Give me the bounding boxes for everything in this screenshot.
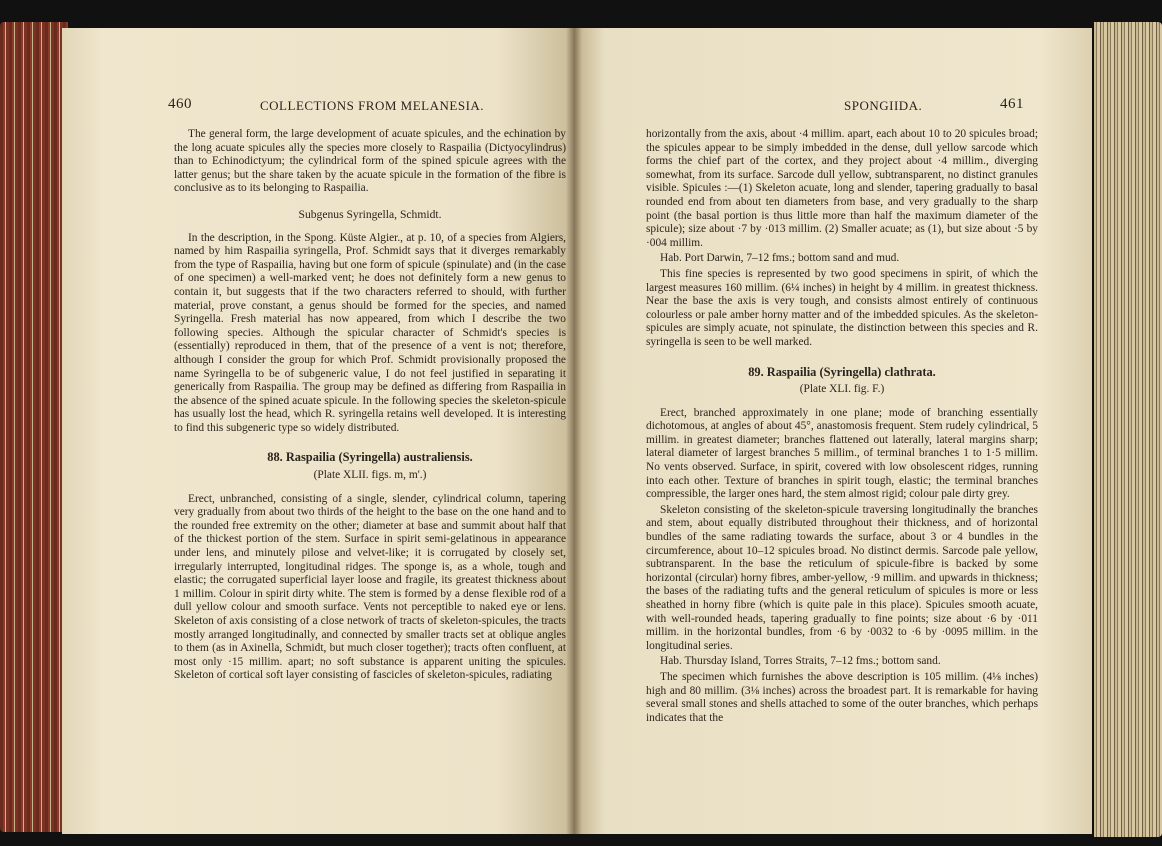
book-gutter [566, 28, 582, 834]
book-edge-left [0, 22, 68, 832]
plate-reference: (Plate XLII. figs. m, m'.) [313, 469, 427, 482]
paragraph: The specimen which furnishes the above description is 105 millim. (4⅛ inches) high and 80 millim. (3⅛ inches) across the broadest part. It is remarkable for having several small stones and shells attached to some of the outer branches, which perhaps indicates that the [646, 670, 1038, 724]
paragraph: The general form, the large development of acuate spicules, and the echination by the long acuate spicules ally the species more closely to Raspailia (Dictyocylindrus) than to Echinodictyum; the cylindrical form of the spined spicule agrees with the latter genus; but the share taken by the acuate spicule in the formation of the fibre is conclusive as to its belonging to Raspailia. [174, 128, 566, 195]
paragraph: Erect, branched approximately in one plane; mode of branching essentially dichotomous, at angles of about 45°, anastomosis frequent. Stem rudely cylindrical, 5 millim. in greatest diameter; branches flattened out laterally, lateral margins sharp; lateral diameter of largest branches 5 millim., of terminal branches 1 to 1·5 millim. No vents observed. Surface, in spirit, covered with low obsolescent ridges, running into each other. Texture of branches in spirit tough, elastic; the terminal branches compressible, the larger ones hard, the stem almost rigid; colour pale dirty grey. [646, 406, 1038, 501]
subgenus-heading: Subgenus Syringella, Schmidt. [298, 207, 442, 221]
paragraph: This fine species is represented by two good specimens in spirit, of which the largest measures 160 millim. (6¼ inches) in height by 4 millim. in greatest thickness. Near the base the axis is very tough, and consists almost entirely of continuous colourless or pale amber horny matter and of the imbedded spicules. As the skeleton-spicules are simply acuate, not spinulate, the distinction between this species and R. syringella is seen to be well marked. [646, 267, 1038, 348]
right-text-block [646, 128, 1038, 727]
plate-reference: (Plate XLI. fig. F.) [799, 383, 885, 396]
paragraph: Erect, unbranched, consisting of a single, slender, cylindrical column, tapering very gradually from about two thirds of the height to the base on the one hand and to the rounded free extremity on the other; diameter at base and summit about half that of the thickest portion of the stem. Surface in spirit semi-gelatinous in appearance under lens, and minutely pilose and velvet-like; it is corrugated by closely set, irregularly interrupted, longitudinal ridges. The sponge is, as a whole, tough and elastic; the corrugated superficial layer loose and fragile, its greatest thickness about 1 millim. Colour in spirit dirty white. The stem is formed by a dense flexible rod of a dull yellow colour and smooth surface. Vents not perceptible to naked eye or lens. Skeleton of axis consisting of a close network of tracts of skeleton-spicules, the tracts mostly arranged longitudinally, and connected by smaller tracts set at oblique angles to them (as in Axinella, Schmidt, but much closer together); tracts often confluent, at most only ·15 millim. apart; no soft substance is apparent uniting the spicules. Skeleton of cortical soft layer consisting of fascicles of skeleton-spicules, radiating [174, 492, 566, 682]
paragraph: horizontally from the axis, about ·4 millim. apart, each about 10 to 20 spicules broad; the spicules appear to be simply imbedded in the dense, dull yellow sarcode which forms the chief part of the cortex, and they project about ·4 millim., diverging somewhat, from its surface. Sarcode dull yellow, subtransparent, no distinct granules visible. Spicules :—(1) Skeleton acuate, long and slender, tapering gradually to basal rounded end from about ten diameters from base, and very gradually to the sharp point (the basal portion is thus little more than half the maximum diameter of the spicule); size about ·7 by ·013 millim. (2) Smaller acuate; as (1), but size about ·5 by ·004 millim. [646, 128, 1038, 249]
paragraph: In the description, in the Spong. Küste Algier., at p. 10, of a species from Algiers, named by him Raspailia syringella, Prof. Schmidt says that it diverges remarkably from the type of Raspailia, having but one form of spicule (spinulate) and (in the case of one specimen) a well-marked vent; he does not definitely form a new genus to contain it, but suggests that if the two characters referred to should, with further material, prove constant, a genus should be formed for the species, and named Syringella. Fresh material has now appeared, from which I describe the two following species. Although the spicular character of Schmidt's species is (essentially) reproduced in them, that of the presence of a vent is not; therefore, although I consider the group for which Prof. Schmidt provisionally proposed the name Syringella to be of subgeneric value, I do not feel justified in separating it generically from Raspailia. The group may be defined as differing from Raspailia in the absence of the spined acuate spicule. In the following species the skeleton-spicule has usually lost the head, which R. syringella retains well developed. It is interesting to find this subgeneric type so widely distributed. [174, 231, 566, 434]
book-edge-right [1094, 22, 1162, 837]
species-heading: 88. Raspailia (Syringella) australiensis. [267, 450, 473, 465]
species-heading: 89. Raspailia (Syringella) clathrata. [748, 364, 936, 379]
left-page-number: 460 [168, 96, 192, 112]
paragraph: Skeleton consisting of the skeleton-spicule traversing longitudinally the branches and stem, about equally distributed throughout their thickness, and of horizontal bundles of the same radiating towards the surface, about 3 or 4 bundles in the circumference, about 10–12 spicules broad. No distinct dermis. Sarcode pale yellow, subtransparent. In the base the reticulum of spicule-fibre is backed by some horizontal (circular) horny fibres, amber-yellow, ·9 millim. and upwards in thickness; the bases of the radiating tufts and the general reticulum of spicules is more or less sheathed in horny fibre (which is quite pale in this place). Spicules smooth acuate, with well-rounded heads, tapering gradually to fine points; size about ·6 by ·011 millim. in the horizontal bundles, from ·6 by ·0032 to ·6 by ·0095 millim. in the longitudinal series. [646, 503, 1038, 652]
paragraph: Hab. Thursday Island, Torres Straits, 7–12 fms.; bottom sand. [660, 655, 941, 668]
right-page-number: 461 [1000, 96, 1024, 112]
left-head-title: COLLECTIONS FROM MELANESIA. [260, 98, 485, 113]
right-page [574, 28, 1092, 834]
left-page [62, 28, 574, 834]
right-head-title: SPONGIIDA. [844, 98, 923, 113]
left-text-block [174, 128, 566, 685]
paragraph: Hab. Port Darwin, 7–12 fms.; bottom sand and mud. [660, 252, 900, 265]
